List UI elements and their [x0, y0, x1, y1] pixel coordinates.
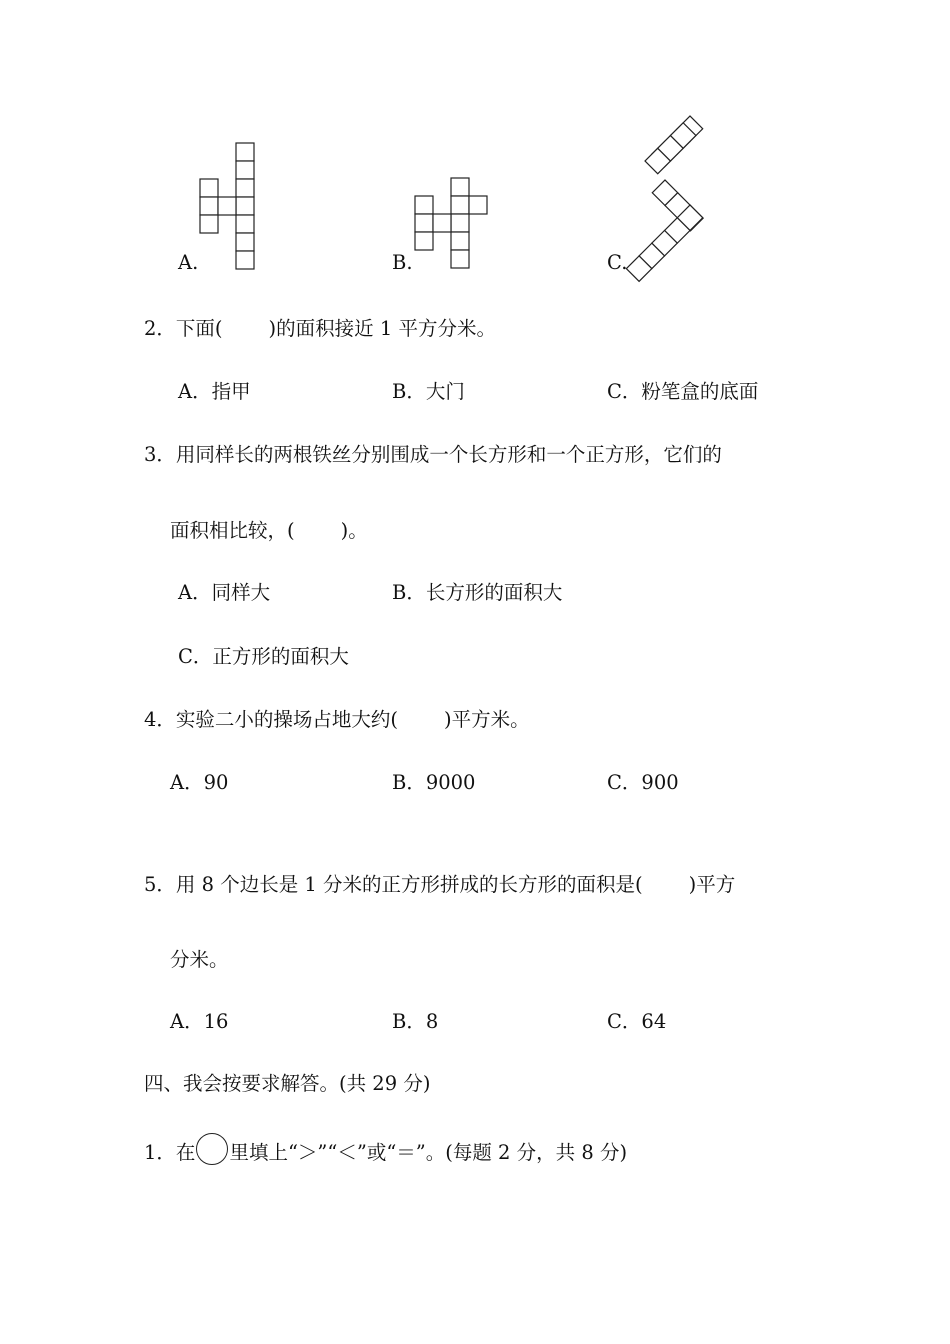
- q3-line2-before: 面积相比较，(: [170, 519, 295, 542]
- q3-option-c[interactable]: C．正方形的面积大: [178, 645, 349, 668]
- section4-title: 四、我会按要求解答。(共 29 分): [144, 1072, 431, 1095]
- q4-option-b[interactable]: B．9000: [392, 771, 476, 794]
- q3-number: 3．: [144, 443, 176, 466]
- q4-stem: [144, 707, 530, 733]
- circle-icon: [196, 1133, 228, 1165]
- section4-item1: [144, 1133, 627, 1166]
- figure-a-grid: [195, 140, 265, 275]
- section4-item1-after: 里填上“＞”“＜”或“＝”。(每题 2 分，共 8 分): [229, 1141, 628, 1164]
- q5-option-c[interactable]: C．64: [607, 1010, 667, 1033]
- figure-a-label: A.: [178, 251, 199, 274]
- q4-stem-before: 实验二小的操场占地大约(: [175, 708, 399, 731]
- q5-option-a[interactable]: A．16: [170, 1010, 229, 1033]
- q5-option-b[interactable]: B．8: [392, 1010, 439, 1033]
- q2-number: 2．: [144, 317, 176, 340]
- q4-option-c[interactable]: C．900: [607, 771, 679, 794]
- q5-number: 5．: [144, 873, 176, 896]
- q2-stem-before: 下面(: [175, 317, 223, 340]
- q2-stem-after: )的面积接近 1 平方分米。: [268, 317, 496, 340]
- q4-option-a[interactable]: A．90: [170, 771, 229, 794]
- figure-c-grid: [620, 110, 720, 280]
- q2-stem: [144, 316, 496, 342]
- q3-line2-after: )。: [340, 519, 368, 542]
- figure-c-label: C.: [607, 251, 628, 274]
- q4-stem-after: )平方米。: [444, 708, 530, 731]
- q3-stem-line2: [170, 518, 368, 544]
- figure-b-grid: [410, 175, 495, 275]
- q5-stem-line1: [144, 872, 735, 898]
- q3-stem-line1: [144, 442, 722, 468]
- q5-line1-after: )平方: [688, 873, 736, 896]
- q5-line1-before: 用 8 个边长是 1 分米的正方形拼成的长方形的面积是(: [175, 873, 643, 896]
- q2-option-c[interactable]: C．粉笔盒的底面: [607, 380, 759, 403]
- q2-option-b[interactable]: B．大门: [392, 380, 465, 403]
- section4-item1-before: 在: [175, 1141, 196, 1164]
- q3-option-a[interactable]: A．同样大: [178, 581, 271, 604]
- q2-option-a[interactable]: A．指甲: [178, 380, 251, 403]
- q3-option-b[interactable]: B．长方形的面积大: [392, 581, 563, 604]
- q5-stem-line2: 分米。: [170, 948, 229, 971]
- figure-b-label: B.: [392, 251, 413, 274]
- section4-item1-number: 1．: [144, 1141, 176, 1164]
- q4-number: 4．: [144, 708, 176, 731]
- q3-line1: 用同样长的两根铁丝分别围成一个长方形和一个正方形，它们的: [175, 443, 722, 466]
